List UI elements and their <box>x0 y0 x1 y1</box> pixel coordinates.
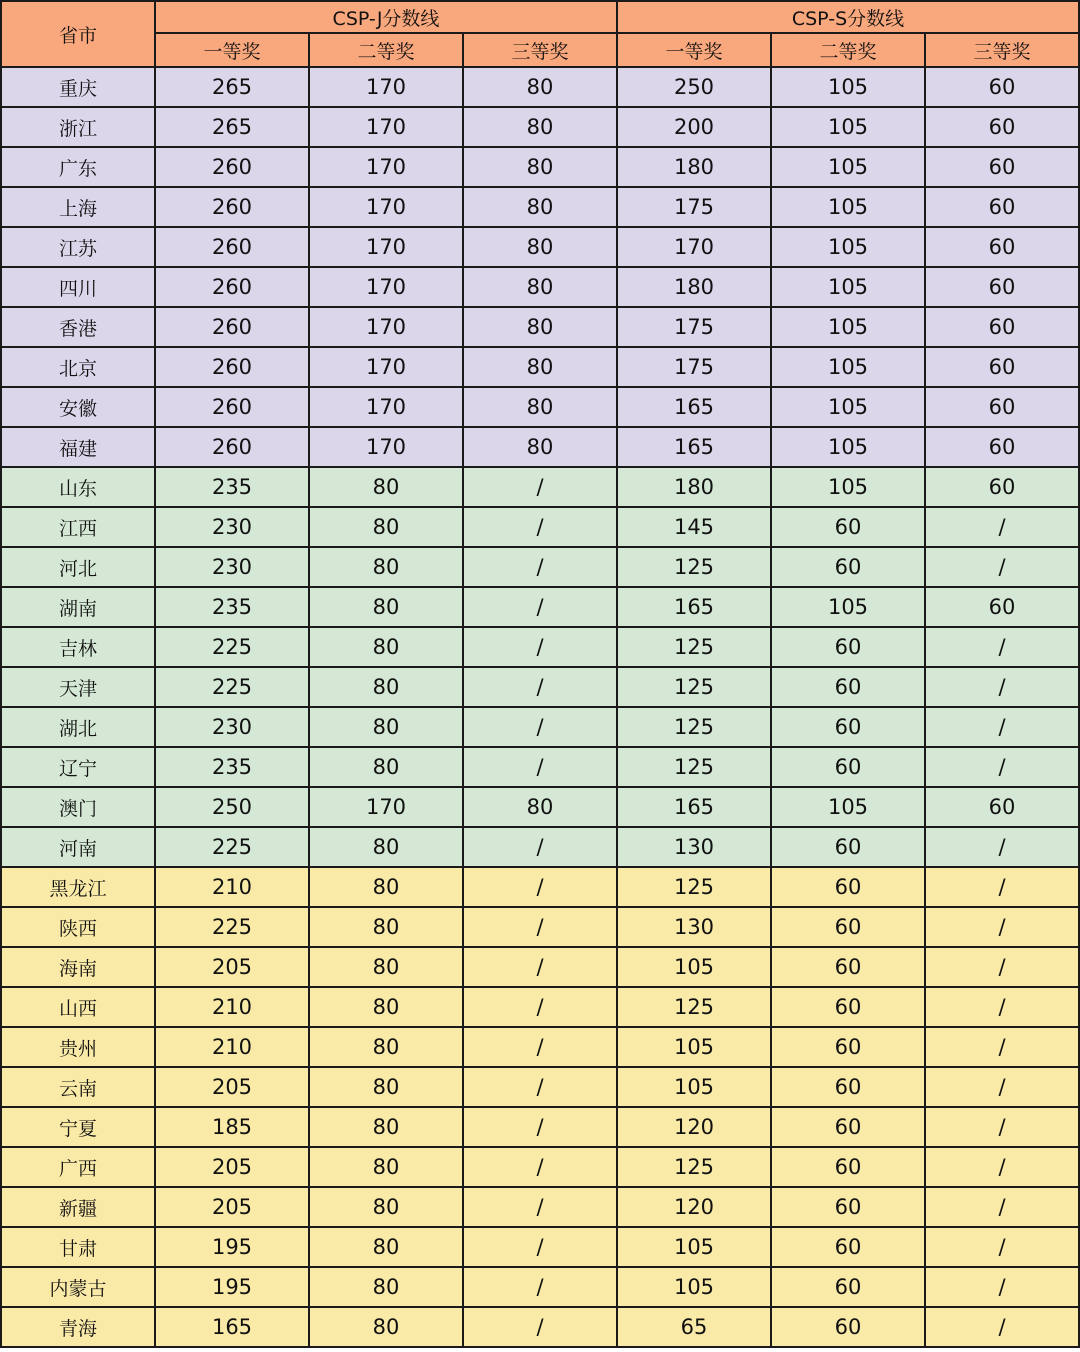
csp-j-second-prize-cell: 80 <box>309 547 463 587</box>
csp-s-second-prize-cell: 105 <box>771 467 925 507</box>
province-column-header: 省市 <box>1 1 155 67</box>
table-row <box>1 787 1079 827</box>
csp-s-third-prize-cell: 60 <box>925 307 1079 347</box>
csp-j-third-prize-cell: 80 <box>463 227 617 267</box>
province-cell: 黑龙江 <box>1 867 155 907</box>
province-cell: 天津 <box>1 667 155 707</box>
csp-j-first-prize-cell: 230 <box>155 707 309 747</box>
csp-s-second-prize-cell: 60 <box>771 827 925 867</box>
csp-s-second-prize-cell: 60 <box>771 1227 925 1267</box>
csp-j-third-prize-cell: 80 <box>463 787 617 827</box>
csp-s-first-prize-cell: 105 <box>617 1027 771 1067</box>
csp-s-first-prize-cell: 175 <box>617 307 771 347</box>
csp-s-second-prize-cell: 60 <box>771 707 925 747</box>
province-cell: 青海 <box>1 1307 155 1347</box>
csp-j-first-prize-cell: 185 <box>155 1107 309 1147</box>
table-row <box>1 267 1079 307</box>
csp-j-third-prize-cell: 80 <box>463 67 617 107</box>
csp-s-third-prize-cell: 60 <box>925 427 1079 467</box>
csp-s-first-prize-cell: 120 <box>617 1107 771 1147</box>
csp-s-first-prize-cell: 130 <box>617 827 771 867</box>
csp-j-third-prize-cell: / <box>463 1027 617 1067</box>
csp-s-third-prize-cell: / <box>925 667 1079 707</box>
csp-s-third-prize-cell: / <box>925 1067 1079 1107</box>
csp-j-first-prize-cell: 260 <box>155 387 309 427</box>
csp-j-first-prize-cell: 260 <box>155 347 309 387</box>
csp-j-second-prize-cell: 80 <box>309 1307 463 1347</box>
csp-s-first-prize-cell: 180 <box>617 267 771 307</box>
csp-j-first-prize-cell: 265 <box>155 107 309 147</box>
csp-j-third-prize-cell: 80 <box>463 267 617 307</box>
table-header <box>1 1 1079 67</box>
csp-s-first-prize-cell: 125 <box>617 747 771 787</box>
csp-s-second-prize-cell: 60 <box>771 547 925 587</box>
province-cell: 北京 <box>1 347 155 387</box>
csp-j-first-prize-cell: 205 <box>155 947 309 987</box>
csp-s-third-prize-cell: / <box>925 1267 1079 1307</box>
csp-j-second-prize-cell: 80 <box>309 1107 463 1147</box>
csp-s-third-prize-cell: / <box>925 1147 1079 1187</box>
csp-j-third-prize-cell: / <box>463 987 617 1027</box>
csp-s-second-prize-cell: 60 <box>771 907 925 947</box>
csp-j-second-prize-cell: 80 <box>309 1227 463 1267</box>
table-row <box>1 707 1079 747</box>
province-cell: 广西 <box>1 1147 155 1187</box>
csp-s-second-prize-cell: 60 <box>771 1267 925 1307</box>
csp-j-third-prize-cell: 80 <box>463 187 617 227</box>
csp-s-third-prize-cell: / <box>925 947 1079 987</box>
csp-j-first-prize-cell: 235 <box>155 467 309 507</box>
csp-j-first-prize-cell: 225 <box>155 827 309 867</box>
csp-s-first-prize-cell: 180 <box>617 147 771 187</box>
table-row <box>1 387 1079 427</box>
csp-s-third-prize-cell: 60 <box>925 67 1079 107</box>
csp-s-second-prize-cell: 60 <box>771 1067 925 1107</box>
table-row <box>1 467 1079 507</box>
csp-s-first-prize-cell: 65 <box>617 1307 771 1347</box>
csp-j-first-prize-cell: 225 <box>155 667 309 707</box>
csp-j-first-prize-cell: 235 <box>155 587 309 627</box>
csp-j-third-prize-cell: / <box>463 1147 617 1187</box>
csp-s-second-prize-cell: 105 <box>771 787 925 827</box>
csp-j-second-prize-cell: 80 <box>309 1267 463 1307</box>
table-row <box>1 1067 1079 1107</box>
csp-s-third-prize-cell: / <box>925 987 1079 1027</box>
table-row <box>1 1227 1079 1267</box>
csp-s-first-prize-cell: 170 <box>617 227 771 267</box>
csp-j-first-prize-cell: 260 <box>155 307 309 347</box>
csp-j-second-prize-cell: 80 <box>309 507 463 547</box>
header-row-groups <box>1 1 1079 33</box>
csp-s-second-prize-cell: 105 <box>771 587 925 627</box>
csp-s-second-prize-cell: 105 <box>771 307 925 347</box>
csp-j-third-prize-cell: / <box>463 467 617 507</box>
csp-s-second-prize-cell: 60 <box>771 667 925 707</box>
table-row <box>1 307 1079 347</box>
csp-j-third-prize-cell: 80 <box>463 387 617 427</box>
csp-j-third-prize-cell: / <box>463 627 617 667</box>
csp-s-third-prize-cell: / <box>925 907 1079 947</box>
csp-j-second-prize-cell: 80 <box>309 1027 463 1067</box>
csp-s-third-prize-cell: / <box>925 1227 1079 1267</box>
csp-j-third-prize-cell: / <box>463 1067 617 1107</box>
csp-s-third-prize-cell: / <box>925 1187 1079 1227</box>
csp-j-third-prize-cell: / <box>463 747 617 787</box>
csp-s-first-prize-cell: 125 <box>617 547 771 587</box>
csp-s-second-prize-cell: 60 <box>771 747 925 787</box>
csp-s-second-prize-cell: 60 <box>771 627 925 667</box>
csp-s-third-prize-cell: 60 <box>925 467 1079 507</box>
csp-j-first-prize-cell: 210 <box>155 867 309 907</box>
province-cell: 甘肃 <box>1 1227 155 1267</box>
csp-s-first-prize-header: 一等奖 <box>617 33 771 67</box>
province-cell: 上海 <box>1 187 155 227</box>
csp-j-third-prize-cell: 80 <box>463 147 617 187</box>
province-cell: 重庆 <box>1 67 155 107</box>
csp-s-first-prize-cell: 125 <box>617 1147 771 1187</box>
csp-s-second-prize-cell: 60 <box>771 987 925 1027</box>
csp-s-third-prize-cell: / <box>925 507 1079 547</box>
csp-s-second-prize-cell: 105 <box>771 187 925 227</box>
province-cell: 贵州 <box>1 1027 155 1067</box>
csp-j-third-prize-cell: / <box>463 707 617 747</box>
table-row <box>1 147 1079 187</box>
csp-j-first-prize-cell: 195 <box>155 1227 309 1267</box>
csp-j-third-prize-cell: / <box>463 1307 617 1347</box>
csp-s-first-prize-cell: 175 <box>617 187 771 227</box>
csp-j-first-prize-cell: 205 <box>155 1147 309 1187</box>
csp-s-third-prize-cell: 60 <box>925 267 1079 307</box>
csp-s-third-prize-cell: / <box>925 707 1079 747</box>
csp-j-third-prize-cell: / <box>463 827 617 867</box>
province-cell: 海南 <box>1 947 155 987</box>
province-cell: 辽宁 <box>1 747 155 787</box>
csp-s-second-prize-cell: 105 <box>771 227 925 267</box>
csp-s-first-prize-cell: 165 <box>617 787 771 827</box>
csp-s-first-prize-cell: 105 <box>617 947 771 987</box>
province-cell: 四川 <box>1 267 155 307</box>
csp-s-second-prize-cell: 105 <box>771 427 925 467</box>
csp-s-first-prize-cell: 250 <box>617 67 771 107</box>
csp-s-third-prize-cell: / <box>925 827 1079 867</box>
csp-j-third-prize-cell: / <box>463 667 617 707</box>
csp-j-second-prize-cell: 170 <box>309 107 463 147</box>
province-cell: 福建 <box>1 427 155 467</box>
csp-j-second-prize-cell: 80 <box>309 1067 463 1107</box>
csp-j-first-prize-cell: 265 <box>155 67 309 107</box>
csp-j-first-prize-cell: 260 <box>155 267 309 307</box>
csp-j-second-prize-cell: 170 <box>309 307 463 347</box>
csp-j-third-prize-cell: / <box>463 507 617 547</box>
csp-j-second-prize-cell: 80 <box>309 707 463 747</box>
csp-j-third-prize-cell: / <box>463 587 617 627</box>
table-row <box>1 747 1079 787</box>
table-row <box>1 907 1079 947</box>
province-cell: 新疆 <box>1 1187 155 1227</box>
province-cell: 浙江 <box>1 107 155 147</box>
table-row <box>1 1027 1079 1067</box>
table-row <box>1 1307 1079 1347</box>
province-cell: 江西 <box>1 507 155 547</box>
table-row <box>1 1267 1079 1307</box>
csp-s-first-prize-cell: 165 <box>617 587 771 627</box>
csp-j-second-prize-header: 二等奖 <box>309 33 463 67</box>
table-row <box>1 347 1079 387</box>
csp-j-second-prize-cell: 80 <box>309 467 463 507</box>
csp-s-third-prize-cell: 60 <box>925 187 1079 227</box>
header-row-awards <box>1 33 1079 67</box>
csp-s-second-prize-cell: 105 <box>771 267 925 307</box>
csp-j-second-prize-cell: 170 <box>309 187 463 227</box>
csp-s-third-prize-cell: / <box>925 547 1079 587</box>
province-cell: 吉林 <box>1 627 155 667</box>
table-row <box>1 1107 1079 1147</box>
csp-j-third-prize-cell: / <box>463 867 617 907</box>
csp-s-third-prize-cell: 60 <box>925 347 1079 387</box>
csp-j-second-prize-cell: 80 <box>309 987 463 1027</box>
province-cell: 湖南 <box>1 587 155 627</box>
table-row <box>1 547 1079 587</box>
csp-j-first-prize-cell: 230 <box>155 507 309 547</box>
csp-s-third-prize-cell: / <box>925 867 1079 907</box>
csp-s-first-prize-cell: 105 <box>617 1067 771 1107</box>
csp-s-group-header: CSP-S分数线 <box>617 1 1079 33</box>
province-cell: 山东 <box>1 467 155 507</box>
csp-j-first-prize-cell: 210 <box>155 987 309 1027</box>
table-row <box>1 67 1079 107</box>
province-cell: 山西 <box>1 987 155 1027</box>
table-row <box>1 667 1079 707</box>
csp-j-second-prize-cell: 80 <box>309 827 463 867</box>
table-row <box>1 187 1079 227</box>
province-cell: 安徽 <box>1 387 155 427</box>
csp-j-third-prize-cell: / <box>463 907 617 947</box>
province-cell: 内蒙古 <box>1 1267 155 1307</box>
csp-j-second-prize-cell: 80 <box>309 947 463 987</box>
csp-j-first-prize-cell: 225 <box>155 907 309 947</box>
csp-j-first-prize-header: 一等奖 <box>155 33 309 67</box>
csp-s-first-prize-cell: 105 <box>617 1227 771 1267</box>
csp-j-second-prize-cell: 170 <box>309 267 463 307</box>
csp-j-second-prize-cell: 80 <box>309 747 463 787</box>
csp-s-first-prize-cell: 180 <box>617 467 771 507</box>
csp-s-second-prize-cell: 105 <box>771 147 925 187</box>
csp-j-first-prize-cell: 210 <box>155 1027 309 1067</box>
province-cell: 澳门 <box>1 787 155 827</box>
csp-j-first-prize-cell: 225 <box>155 627 309 667</box>
table-body <box>1 67 1079 1347</box>
table-row <box>1 867 1079 907</box>
csp-s-third-prize-cell: 60 <box>925 227 1079 267</box>
csp-j-third-prize-cell: / <box>463 547 617 587</box>
csp-s-first-prize-cell: 125 <box>617 627 771 667</box>
csp-s-second-prize-cell: 60 <box>771 1187 925 1227</box>
table-row <box>1 1147 1079 1187</box>
csp-s-third-prize-cell: / <box>925 627 1079 667</box>
csp-s-third-prize-cell: 60 <box>925 387 1079 427</box>
csp-s-first-prize-cell: 200 <box>617 107 771 147</box>
csp-j-second-prize-cell: 170 <box>309 227 463 267</box>
csp-s-third-prize-cell: / <box>925 1107 1079 1147</box>
csp-s-third-prize-cell: / <box>925 1027 1079 1067</box>
csp-j-first-prize-cell: 235 <box>155 747 309 787</box>
csp-s-second-prize-cell: 60 <box>771 1307 925 1347</box>
csp-j-third-prize-cell: / <box>463 1227 617 1267</box>
csp-s-second-prize-cell: 105 <box>771 107 925 147</box>
csp-j-third-prize-cell: 80 <box>463 347 617 387</box>
csp-s-third-prize-cell: 60 <box>925 107 1079 147</box>
csp-s-third-prize-cell: / <box>925 747 1079 787</box>
csp-j-second-prize-cell: 170 <box>309 787 463 827</box>
csp-j-second-prize-cell: 170 <box>309 67 463 107</box>
table-row <box>1 107 1079 147</box>
csp-s-first-prize-cell: 125 <box>617 987 771 1027</box>
province-cell: 陕西 <box>1 907 155 947</box>
csp-j-first-prize-cell: 260 <box>155 427 309 467</box>
csp-s-first-prize-cell: 165 <box>617 387 771 427</box>
csp-j-second-prize-cell: 170 <box>309 147 463 187</box>
csp-j-group-header: CSP-J分数线 <box>155 1 617 33</box>
csp-s-second-prize-cell: 60 <box>771 1027 925 1067</box>
csp-s-second-prize-cell: 105 <box>771 387 925 427</box>
csp-s-second-prize-cell: 60 <box>771 1107 925 1147</box>
table-row <box>1 427 1079 467</box>
csp-s-second-prize-cell: 60 <box>771 507 925 547</box>
province-cell: 河南 <box>1 827 155 867</box>
csp-j-first-prize-cell: 260 <box>155 187 309 227</box>
csp-s-third-prize-cell: 60 <box>925 787 1079 827</box>
csp-j-second-prize-cell: 80 <box>309 627 463 667</box>
csp-s-second-prize-cell: 60 <box>771 867 925 907</box>
province-cell: 江苏 <box>1 227 155 267</box>
table-row <box>1 227 1079 267</box>
csp-s-second-prize-header: 二等奖 <box>771 33 925 67</box>
csp-j-first-prize-cell: 205 <box>155 1067 309 1107</box>
csp-j-third-prize-cell: / <box>463 1267 617 1307</box>
table-row <box>1 1187 1079 1227</box>
csp-j-third-prize-cell: / <box>463 1187 617 1227</box>
csp-s-first-prize-cell: 145 <box>617 507 771 547</box>
csp-j-second-prize-cell: 80 <box>309 907 463 947</box>
csp-s-second-prize-cell: 105 <box>771 347 925 387</box>
table-row <box>1 947 1079 987</box>
table-row <box>1 627 1079 667</box>
csp-j-second-prize-cell: 80 <box>309 867 463 907</box>
csp-j-first-prize-cell: 250 <box>155 787 309 827</box>
csp-j-third-prize-cell: 80 <box>463 307 617 347</box>
csp-j-second-prize-cell: 80 <box>309 1147 463 1187</box>
csp-j-first-prize-cell: 205 <box>155 1187 309 1227</box>
table-row <box>1 827 1079 867</box>
csp-s-first-prize-cell: 105 <box>617 1267 771 1307</box>
table-row <box>1 587 1079 627</box>
province-cell: 云南 <box>1 1067 155 1107</box>
csp-j-third-prize-cell: 80 <box>463 427 617 467</box>
csp-j-second-prize-cell: 80 <box>309 667 463 707</box>
csp-s-first-prize-cell: 125 <box>617 707 771 747</box>
csp-s-third-prize-header: 三等奖 <box>925 33 1079 67</box>
csp-j-first-prize-cell: 230 <box>155 547 309 587</box>
csp-s-first-prize-cell: 175 <box>617 347 771 387</box>
csp-s-second-prize-cell: 105 <box>771 67 925 107</box>
csp-j-second-prize-cell: 170 <box>309 347 463 387</box>
csp-j-third-prize-cell: / <box>463 1107 617 1147</box>
csp-s-first-prize-cell: 125 <box>617 867 771 907</box>
csp-j-second-prize-cell: 80 <box>309 587 463 627</box>
csp-s-second-prize-cell: 60 <box>771 947 925 987</box>
csp-s-first-prize-cell: 120 <box>617 1187 771 1227</box>
csp-s-second-prize-cell: 60 <box>771 1147 925 1187</box>
province-cell: 宁夏 <box>1 1107 155 1147</box>
csp-j-first-prize-cell: 260 <box>155 227 309 267</box>
csp-j-first-prize-cell: 195 <box>155 1267 309 1307</box>
csp-s-first-prize-cell: 130 <box>617 907 771 947</box>
csp-j-third-prize-header: 三等奖 <box>463 33 617 67</box>
csp-j-second-prize-cell: 80 <box>309 1187 463 1227</box>
table-row <box>1 507 1079 547</box>
csp-j-second-prize-cell: 170 <box>309 387 463 427</box>
table-row <box>1 987 1079 1027</box>
csp-s-third-prize-cell: 60 <box>925 587 1079 627</box>
csp-s-third-prize-cell: 60 <box>925 147 1079 187</box>
csp-j-third-prize-cell: / <box>463 947 617 987</box>
csp-j-third-prize-cell: 80 <box>463 107 617 147</box>
province-cell: 河北 <box>1 547 155 587</box>
csp-s-third-prize-cell: / <box>925 1307 1079 1347</box>
csp-j-first-prize-cell: 165 <box>155 1307 309 1347</box>
csp-j-second-prize-cell: 170 <box>309 427 463 467</box>
csp-s-first-prize-cell: 165 <box>617 427 771 467</box>
csp-s-first-prize-cell: 125 <box>617 667 771 707</box>
province-cell: 湖北 <box>1 707 155 747</box>
province-cell: 广东 <box>1 147 155 187</box>
csp-j-first-prize-cell: 260 <box>155 147 309 187</box>
province-cell: 香港 <box>1 307 155 347</box>
